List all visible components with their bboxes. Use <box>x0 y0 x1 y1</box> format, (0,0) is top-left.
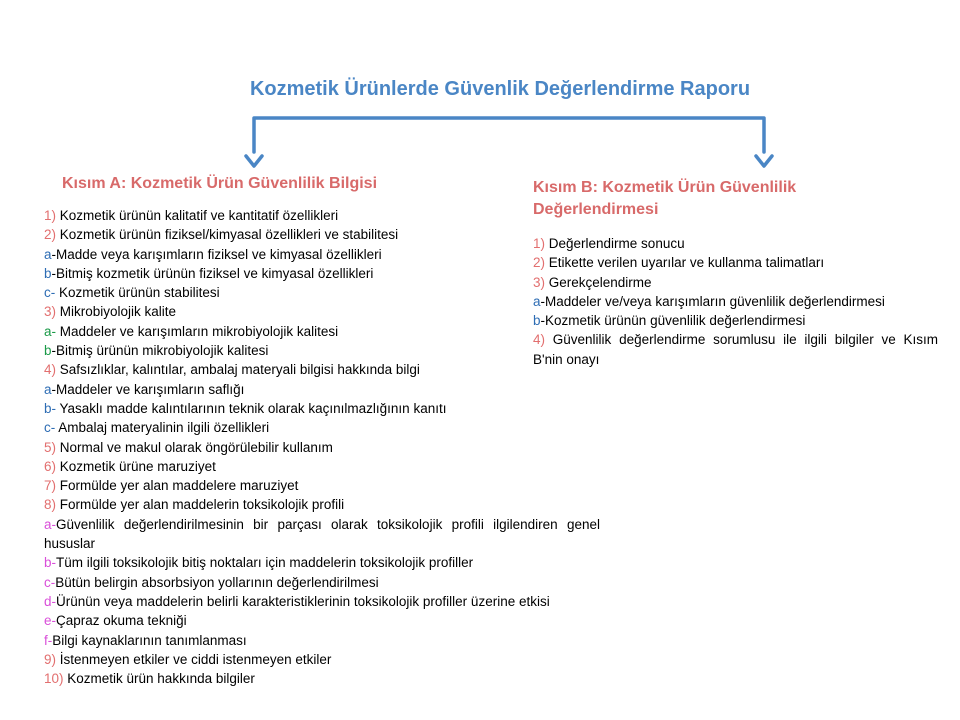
list-item <box>44 341 600 360</box>
item-marker: 8) <box>44 497 57 513</box>
part-b-list <box>533 234 938 369</box>
item-marker: 3) <box>44 304 57 320</box>
list-item <box>44 225 600 244</box>
item-marker: a <box>44 381 52 397</box>
arrow-head-left-icon <box>246 156 262 166</box>
list-item <box>44 553 600 572</box>
item-marker: a- <box>44 323 57 339</box>
list-item <box>44 495 600 514</box>
list-item <box>44 302 600 321</box>
item-marker: a <box>533 293 541 309</box>
list-item <box>44 245 600 264</box>
list-item <box>44 438 600 457</box>
list-item <box>44 592 600 611</box>
item-text: Kozmetik ürünün kalitatif ve kantitatif özellikleri <box>56 208 339 223</box>
item-text: Ambalaj materyalinin ilgili özellikleri <box>55 420 270 436</box>
item-marker: c- <box>44 285 56 301</box>
item-marker: 9) <box>44 651 57 667</box>
item-marker: 4) <box>533 332 546 348</box>
item-text: Kozmetik ürünün fiziksel/kimyasal özellikleri ve stabilitesi <box>56 227 399 243</box>
list-item <box>44 283 600 302</box>
list-item <box>44 380 600 399</box>
item-marker: 3) <box>533 274 546 290</box>
item-marker: b- <box>44 555 57 571</box>
list-item <box>44 360 600 379</box>
list-item <box>533 292 938 311</box>
item-marker: c- <box>44 574 56 590</box>
item-marker: b <box>44 343 52 359</box>
item-text: Formülde yer alan maddelere maruziyet <box>56 478 299 494</box>
item-text: Çapraz okuma tekniği <box>56 613 187 629</box>
item-text: Değerlendirme sonucu <box>545 236 685 251</box>
item-text: Yasaklı madde kalıntılarının teknik olarak kaçınılmazlığının kanıtı <box>56 400 447 416</box>
item-text: -Maddeler ve karışımların saflığı <box>51 381 245 397</box>
list-item <box>44 573 600 592</box>
list-item <box>533 330 938 369</box>
item-marker: b <box>44 265 52 281</box>
item-marker: b <box>533 313 541 329</box>
item-marker: 7) <box>44 478 57 494</box>
item-marker: 5) <box>44 439 57 455</box>
item-text: Bilgi kaynaklarının tanımlanması <box>52 632 247 648</box>
list-item <box>44 322 600 341</box>
item-marker: b- <box>44 400 57 416</box>
item-text: Kozmetik ürün hakkında bilgiler <box>63 671 255 687</box>
item-marker: a- <box>44 516 57 532</box>
item-marker: 2) <box>533 255 546 271</box>
list-item <box>44 631 600 650</box>
item-marker: 4) <box>44 362 57 378</box>
list-item <box>44 457 600 476</box>
item-text: Normal ve makul olarak öngörülebilir kullanım <box>56 439 333 455</box>
list-item <box>533 311 938 330</box>
list-item <box>44 399 600 418</box>
part-b-heading: Kısım B: Kozmetik Ürün Güvenlilik Değerlendirmesi <box>533 179 797 218</box>
item-text: Güvenlilik değerlendirme sorumlusu ile ilgili bilgiler ve Kısım B'nin onayı <box>533 332 938 367</box>
item-marker: 1) <box>44 208 57 223</box>
list-item <box>44 264 600 283</box>
list-item <box>44 669 600 688</box>
item-text: Tüm ilgili toksikolojik bitiş noktaları için maddelerin toksikolojik profiller <box>56 555 474 571</box>
list-item <box>533 234 938 253</box>
item-text: Safsızlıklar, kalıntılar, ambalaj materyali bilgisi hakkında bilgi <box>56 362 420 378</box>
item-marker: 10) <box>44 671 64 687</box>
list-item <box>44 650 600 669</box>
item-text: Bütün belirgin absorbsiyon yollarının değerlendirilmesi <box>55 574 379 590</box>
page-title: Kozmetik Ürünlerde Güvenlik Değerlendirme Raporu <box>249 78 751 100</box>
item-text: Mikrobiyolojik kalite <box>56 304 177 320</box>
item-text: İstenmeyen etkiler ve ciddi istenmeyen etkiler <box>56 651 332 667</box>
connector-bracket <box>254 118 764 152</box>
part-a-heading: Kısım A: Kozmetik Ürün Güvenlilik Bilgisi <box>62 175 378 192</box>
list-item <box>44 515 600 554</box>
list-item <box>44 418 600 437</box>
list-item <box>44 476 600 495</box>
item-text: Maddeler ve karışımların mikrobiyolojik kalitesi <box>56 323 339 339</box>
item-marker: e- <box>44 613 57 629</box>
item-marker: c- <box>44 420 56 436</box>
part-a-list <box>44 206 600 688</box>
item-text: -Bitmiş kozmetik ürünün fiziksel ve kimyasal özellikleri <box>51 265 374 281</box>
item-marker: a <box>44 246 52 262</box>
item-text: -Bitmiş ürünün mikrobiyolojik kalitesi <box>51 343 269 359</box>
list-item <box>533 273 938 292</box>
item-text: Etikette verilen uyarılar ve kullanma talimatları <box>545 255 825 271</box>
item-marker: d- <box>44 593 57 609</box>
item-text: Kozmetik ürünün stabilitesi <box>55 285 220 301</box>
item-text: Formülde yer alan maddelerin toksikolojik profili <box>56 497 345 513</box>
item-marker: 1) <box>533 236 546 251</box>
arrow-head-right-icon <box>756 156 772 166</box>
item-text: -Madde veya karışımların fiziksel ve kimyasal özellikleri <box>51 246 382 262</box>
item-marker: 2) <box>44 227 57 243</box>
item-text: Ürünün veya maddelerin belirli karakteristiklerinin toksikolojik profiller üzerine etkisi <box>56 593 550 609</box>
list-item <box>44 206 600 225</box>
item-text: Gerekçelendirme <box>545 274 652 290</box>
item-text: Güvenlilik değerlendirilmesinin bir parçası olarak toksikolojik profili ilgilendiren genel hususlar <box>44 516 600 552</box>
item-text: Kozmetik ürüne maruziyet <box>56 458 216 474</box>
item-marker: 6) <box>44 458 57 474</box>
item-marker: f- <box>44 632 53 648</box>
item-text: -Maddeler ve/veya karışımların güvenlilik değerlendirmesi <box>540 293 885 309</box>
item-text: -Kozmetik ürünün güvenlilik değerlendirmesi <box>540 313 806 329</box>
list-item <box>44 611 600 630</box>
list-item <box>533 253 938 272</box>
